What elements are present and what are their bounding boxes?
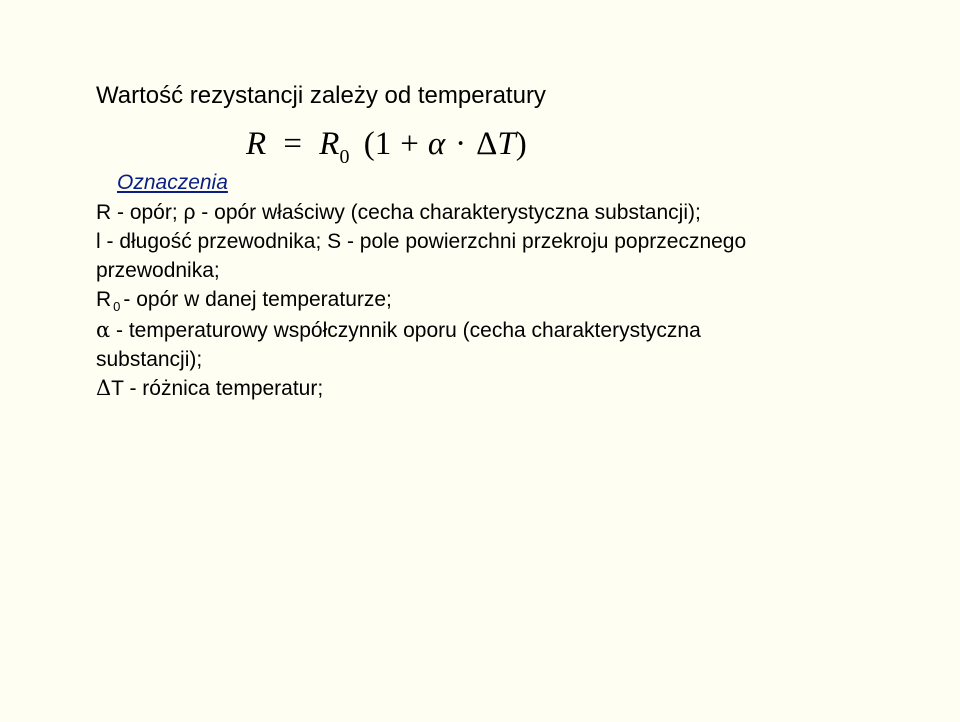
slide-heading: Wartość rezystancji zależy od temperatury <box>96 82 546 109</box>
definition-r0 <box>96 285 886 316</box>
notation-title: Oznaczenia <box>117 171 228 194</box>
definition-line-1: R - opór; ρ - opór właściwy (cecha charakterystyczna substancji); <box>96 201 701 224</box>
formula-delta: Δ <box>476 126 498 162</box>
formula-r0-subscript: 0 <box>339 146 350 168</box>
formula-t: T <box>497 126 516 162</box>
alpha-text: - temperaturowy współczynnik oporu (cecha charakterystyczna <box>110 319 701 342</box>
r0-symbol: R <box>96 288 112 311</box>
resistance-formula <box>246 124 527 168</box>
formula-dot: · <box>455 126 467 162</box>
alpha-symbol: α <box>96 318 111 342</box>
definition-line-2: l - długość przewodnika; S - pole powierzchni przekroju poprzecznego <box>96 230 747 253</box>
formula-alpha: α <box>427 126 446 162</box>
definition-alpha-cont: substancji); <box>96 348 203 371</box>
formula-open-paren: (1 <box>363 126 392 162</box>
definitions-list <box>96 198 886 403</box>
formula-plus: + <box>400 126 419 162</box>
formula-r0-symbol: R <box>319 126 340 162</box>
r0-subscript: 0 <box>113 299 121 314</box>
definition-delta <box>96 374 886 403</box>
formula-close-paren: ) <box>515 126 527 162</box>
delta-symbol: Δ <box>96 376 112 400</box>
formula-lhs: R <box>246 126 267 162</box>
formula-equals: = <box>283 126 303 162</box>
definition-alpha <box>96 316 886 345</box>
r0-text: - opór w danej temperaturze; <box>123 288 392 311</box>
definition-line-3: przewodnika; <box>96 259 220 282</box>
delta-text: T - różnica temperatur; <box>111 377 324 400</box>
